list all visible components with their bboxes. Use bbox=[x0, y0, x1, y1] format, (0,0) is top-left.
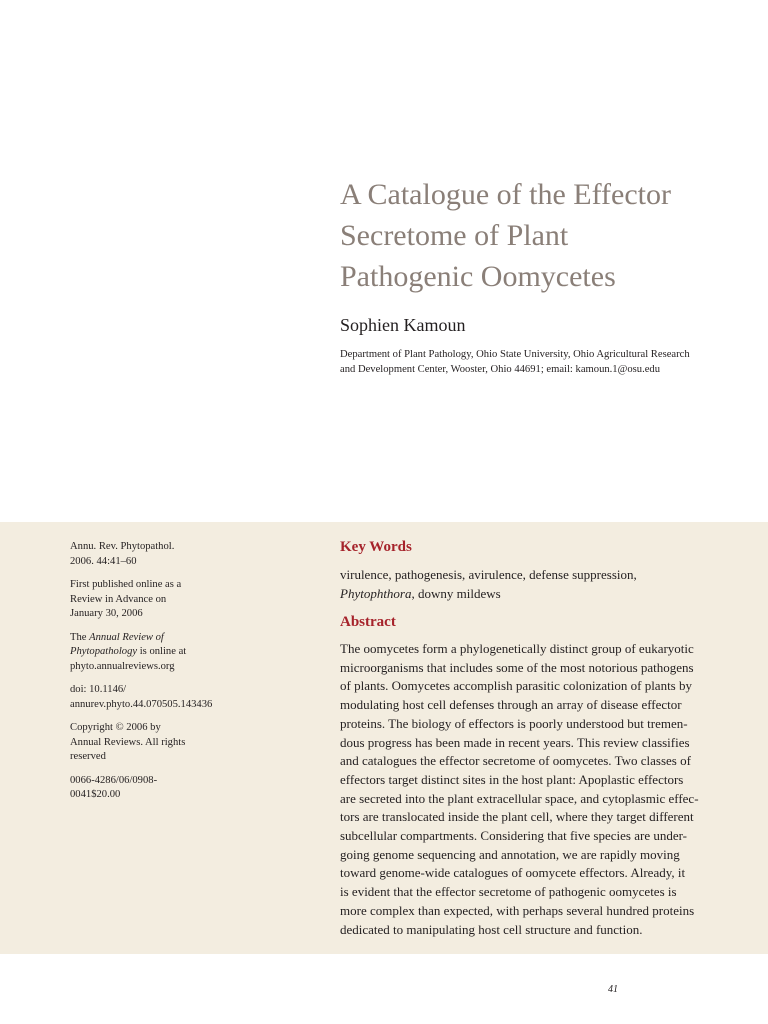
copyright-line: Annual Reviews. All rights bbox=[70, 736, 186, 748]
journal-url[interactable]: phyto.annualreviews.org bbox=[70, 660, 175, 672]
issn-line: 0041$20.00 bbox=[70, 789, 121, 800]
abstract-line: dous progress has been made in recent years. This review classifies bbox=[340, 734, 690, 750]
abstract-line: effectors target distinct sites in the host plant: Apoplastic effectors bbox=[340, 771, 684, 787]
article-title bbox=[340, 174, 740, 297]
published-block bbox=[70, 578, 270, 622]
journal-block bbox=[70, 631, 270, 675]
page-number: 41 bbox=[608, 984, 618, 995]
keywords-line bbox=[340, 584, 637, 603]
citation-line: Annu. Rev. Phytopathol. bbox=[70, 541, 175, 552]
journal-line bbox=[70, 645, 270, 660]
abstract-line: subcellular compartments. Considering that five species are under- bbox=[340, 828, 688, 844]
published-line: Review in Advance on bbox=[70, 593, 167, 605]
published-line: First published online as a bbox=[70, 579, 182, 590]
keywords-line: virulence, pathogenesis, avirulence, defense suppression, bbox=[340, 567, 637, 582]
journal-line bbox=[70, 631, 270, 646]
keywords-rest: , downy mildews bbox=[411, 586, 501, 601]
abstract-line: toward genome-wide catalogues of oomycete effectors. Already, it bbox=[340, 865, 686, 881]
journal-pre: The bbox=[70, 631, 90, 643]
abstract-line: and catalogues the effector secretome of oomycetes. Two classes of bbox=[340, 753, 691, 769]
sidebar-metadata bbox=[70, 540, 270, 812]
doi-line[interactable]: annurev.phyto.44.070505.143436 bbox=[70, 698, 213, 710]
abstract-line: are secreted into the plant extracellular space, and cytoplasmic effec- bbox=[340, 790, 699, 806]
abstract-line: of plants. Oomycetes accomplish parasitic colonization of plants by bbox=[340, 678, 692, 694]
title-line: Pathogenic Oomycetes bbox=[340, 260, 616, 293]
abstract-line: going genome sequencing and annotation, we are rapidly moving bbox=[340, 846, 680, 862]
journal-name: Annual Review of bbox=[89, 631, 164, 643]
abstract-line: is evident that the effector secretome of pathogenic oomycetes is bbox=[340, 884, 677, 900]
title-line: A Catalogue of the Effector bbox=[340, 178, 671, 211]
copyright-line: Copyright © 2006 by bbox=[70, 722, 161, 733]
abstract-line: tors are translocated inside the plant cell, where they target different bbox=[340, 809, 694, 825]
abstract-line: dedicated to manipulating host cell structure and function. bbox=[340, 921, 643, 937]
journal-name-2: Phytopathology bbox=[70, 646, 138, 657]
doi-line[interactable]: doi: 10.1146/ bbox=[70, 684, 127, 695]
keyword-italic: Phytophthora bbox=[340, 586, 412, 601]
author-name: Sophien Kamoun bbox=[340, 315, 466, 335]
abstract-line: more complex than expected, with perhaps several hundred proteins bbox=[340, 902, 695, 918]
author-affiliation bbox=[340, 348, 740, 377]
title-line: Secretome of Plant bbox=[340, 219, 569, 252]
issn-line: 0066-4286/06/0908- bbox=[70, 774, 158, 786]
keywords bbox=[340, 565, 637, 603]
abstract-heading: Abstract bbox=[340, 614, 396, 630]
citation-line: 2006. 44:41–60 bbox=[70, 555, 137, 567]
citation-block bbox=[70, 540, 270, 569]
abstract-line: The oomycetes form a phylogenetically distinct group of eukaryotic bbox=[340, 641, 694, 656]
copyright-block bbox=[70, 721, 270, 765]
doi-block bbox=[70, 683, 270, 712]
affiliation-line: and Development Center, Wooster, Ohio 44691; email: kamoun.1@osu.edu bbox=[340, 363, 661, 375]
abstract-body bbox=[340, 640, 730, 939]
abstract-line: modulating host cell defenses through an array of disease effector bbox=[340, 697, 682, 713]
journal-post: is online at bbox=[137, 646, 187, 657]
copyright-line: reserved bbox=[70, 751, 106, 762]
published-line: January 30, 2006 bbox=[70, 608, 143, 619]
affiliation-line: Department of Plant Pathology, Ohio State University, Ohio Agricultural Research bbox=[340, 349, 690, 360]
abstract-line: microorganisms that includes some of the most notorious pathogens bbox=[340, 659, 694, 675]
issn-block bbox=[70, 774, 270, 803]
abstract-line: proteins. The biology of effectors is poorly understood but tremen- bbox=[340, 715, 688, 731]
keywords-heading: Key Words bbox=[340, 539, 412, 555]
